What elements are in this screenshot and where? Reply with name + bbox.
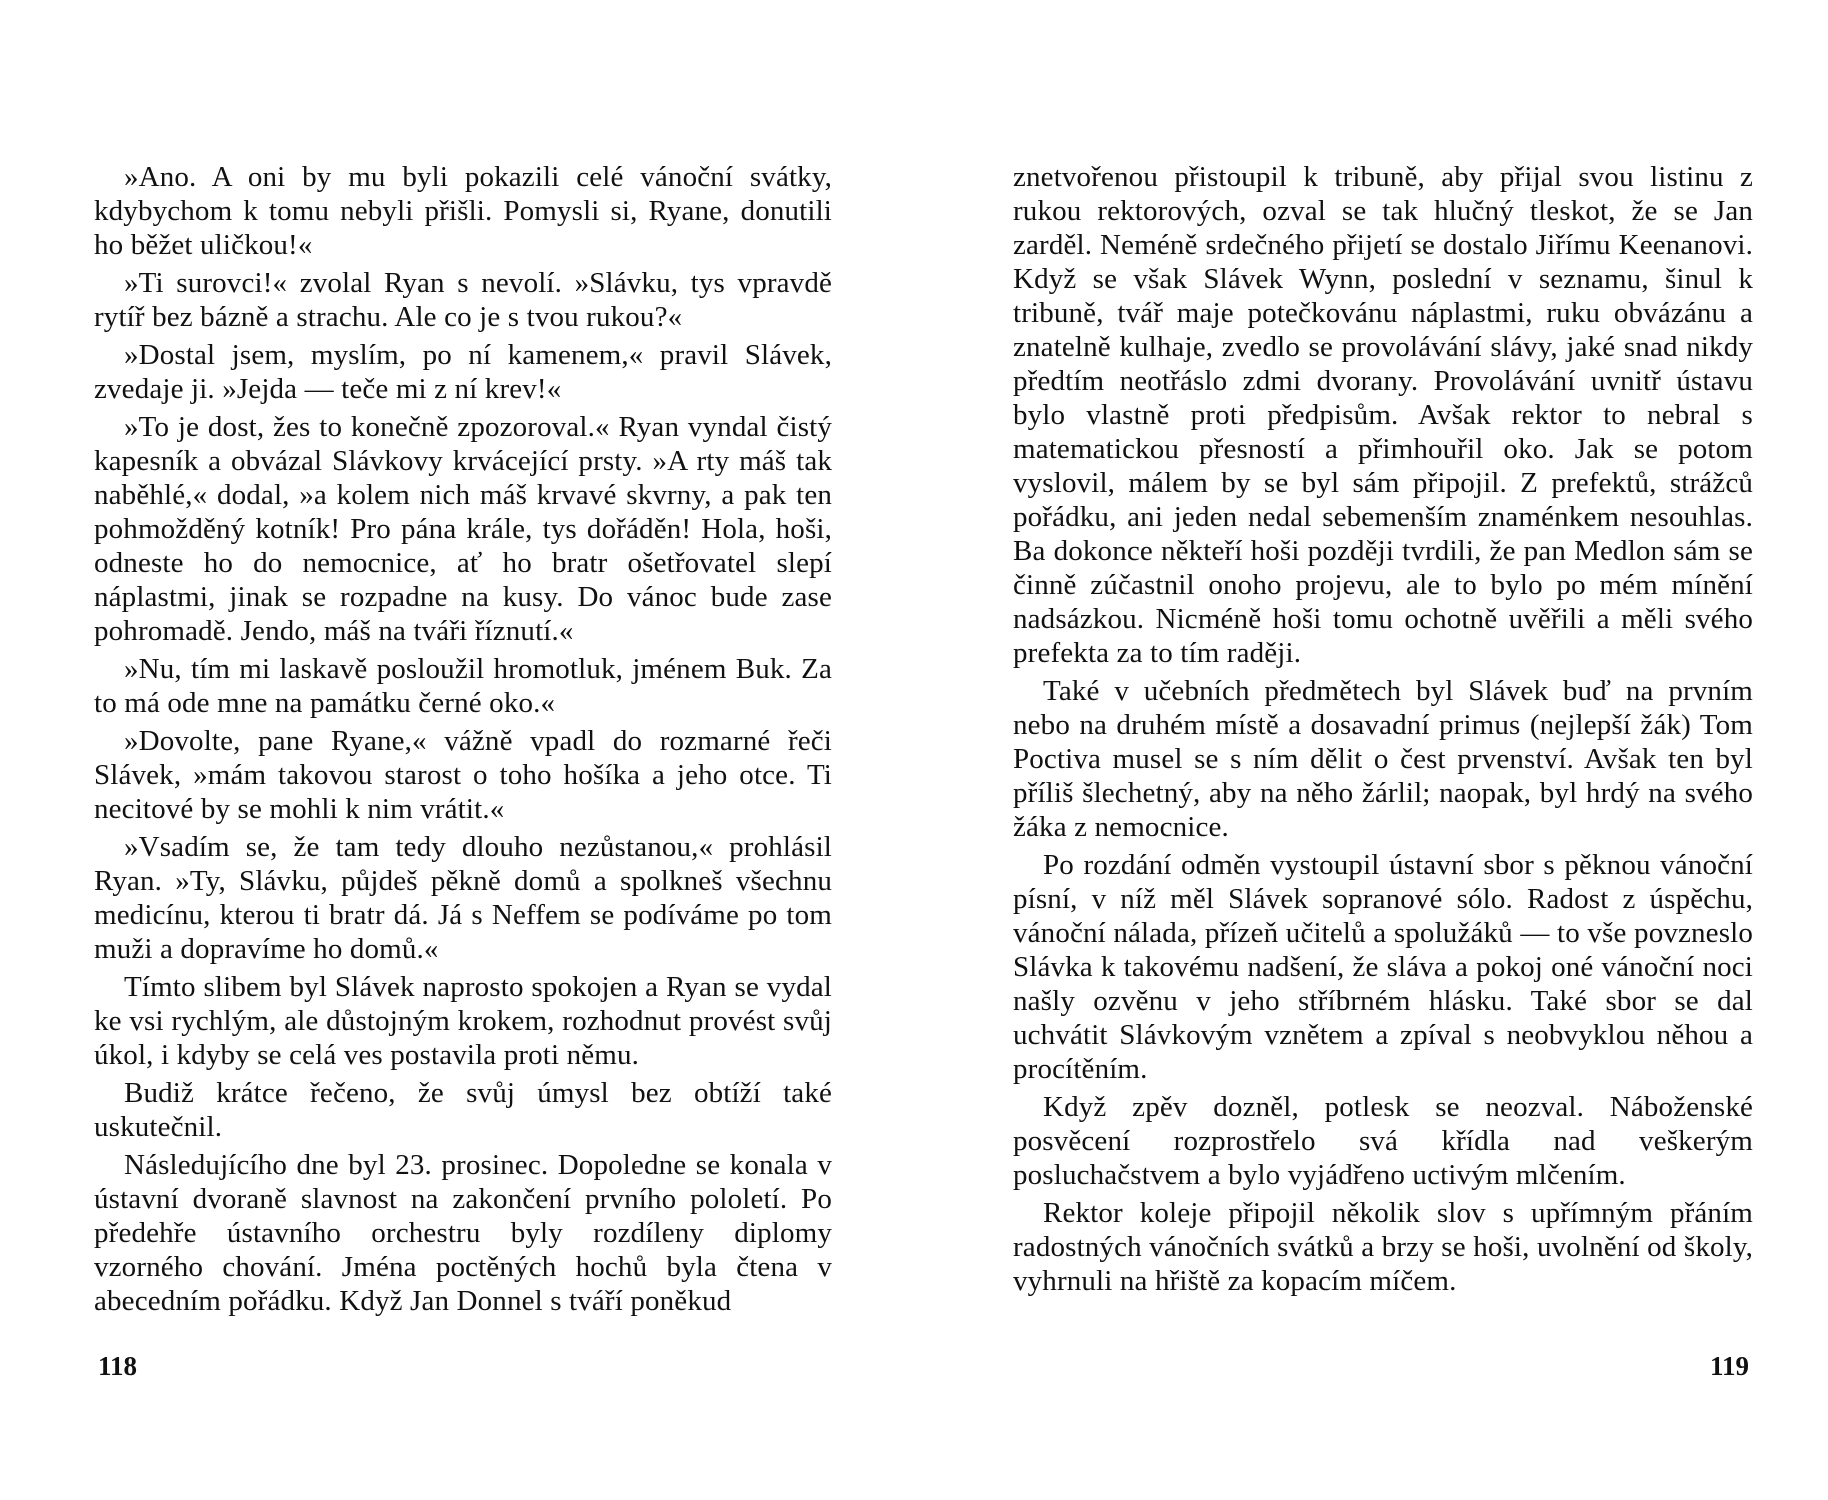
paragraph: Tímto slibem byl Slávek naprosto spokojen a Ryan se vydal ke vsi rychlým, ale důstojným krokem, rozhodnut provést svůj úkol, i kdyby se celá ves postavila proti němu. [94,971,832,1071]
left-page [94,160,832,1322]
paragraph: Když zpěv dozněl, potlesk se neozval. Náboženské posvěcení rozprostřelo svá křídla nad veškerým posluchačstvem a bylo vyjádřeno uctivým mlčením. [1013,1091,1753,1191]
paragraph: znetvořenou přistoupil k tribuně, aby přijal svou listinu z rukou rektorových, ozval se tak hlučný tleskot, že se Jan zarděl. Neméně srdečného přijetí se dostalo Jiřímu Keenanovi. Když se však Slávek Wynn, poslední v seznamu, šinul k tribuně, tvář maje potečkovánu náplastmi, ruku obvázánu a znatelně kulhaje, zvedlo se provolávání slávy, jaké snad nikdy předtím neotřáslo zdmi dvorany. Provolávání uvnitř ústavu bylo vlastně proti předpisům. Avšak rektor to nebral s matematickou přesností a přimhouřil oko. Jak se potom vyslovil, málem by se byl sám připojil. Z prefektů, strážců pořádku, ani jeden nedal sebemenším znaménkem nesouhlas. Ba dokonce někteří hoši později tvrdili, že pan Medlon sám se činně zúčastnil onoho projevu, ale to bylo po mém mínění nadsázkou. Nicméně hoši tomu ochotně uvěřili a měli svého prefekta za to tím raději. [1013,161,1753,669]
paragraph: »Dostal jsem, myslím, po ní kamenem,« pravil Slávek, zvedaje ji. »Jejda — teče mi z ní krev!« [94,339,832,405]
page-number-left: 118 [98,1351,138,1381]
paragraph: »Vsadím se, že tam tedy dlouho nezůstanou,« prohlásil Ryan. »Ty, Slávku, půjdeš pěkně domů a spolkneš všechnu medicínu, kterou ti bratr dá. Já s Neffem se podíváme po tom muži a dopravíme ho domů.« [94,831,832,965]
right-page [1013,160,1753,1302]
paragraph: »Ano. A oni by mu byli pokazili celé vánoční svátky, kdybychom k tomu nebyli přišli. Pomysli si, Ryane, donutili ho běžet uličkou!« [94,161,832,261]
paragraph: »To je dost, žes to konečně zpozoroval.« Ryan vyndal čistý kapesník a obvázal Slávkovy krvácející prsty. »A rty máš tak naběhlé,« dodal, »a kolem nich máš krvavé skvrny, a pak ten pohmožděný kotník! Pro pána krále, tys dořáděn! Hola, hoši, odneste ho do nemocnice, ať ho bratr ošetřovatel slepí náplastmi, jinak se rozpadne na kusy. Do vánoc bude zase pohromadě. Jendo, máš na tváři říznutí.« [94,411,832,647]
paragraph: Následujícího dne byl 23. prosinec. Dopoledne se konala v ústavní dvoraně slavnost na zakončení prvního pololetí. Po předehře ústavního orchestru byly rozdíleny diplomy vzorného chování. Jména poctěných hochů byla čtena v abecedním pořádku. Když Jan Donnel s tváří poněkud [94,1149,832,1317]
paragraph: Rektor koleje připojil několik slov s upřímným přáním radostných vánočních svátků a brzy se hoši, uvolnění od školy, vyhrnuli na hřiště za kopacím míčem. [1013,1197,1753,1297]
paragraph: »Dovolte, pane Ryane,« vážně vpadl do rozmarné řeči Slávek, »mám takovou starost o toho hošíka a jeho otce. Ti necitové by se mohli k nim vrátit.« [94,725,832,825]
paragraph: Také v učebních předmětech byl Slávek buď na prvním nebo na druhém místě a dosavadní primus (nejlepší žák) Tom Poctiva musel se s ním dělit o čest prvenství. Avšak ten byl příliš šlechetný, aby na něho žárlil; naopak, byl hrdý na svého žáka z nemocnice. [1013,675,1753,843]
paragraph: Po rozdání odměn vystoupil ústavní sbor s pěknou vánoční písní, v níž měl Slávek sopranové sólo. Radost z úspěchu, vánoční nálada, přízeň učitelů a spolužáků — to vše povzneslo Slávka k takovému nadšení, že sláva a pokoj oné vánoční noci našly ozvěnu v jeho stříbrném hlásku. Také sbor se dal uchvátit Slávkovým vznětem a zpíval s neobvyklou něhou a procítěním. [1013,849,1753,1085]
page-number-right: 119 [1710,1351,1750,1381]
paragraph: Budiž krátce řečeno, že svůj úmysl bez obtíží také uskutečnil. [94,1077,832,1143]
paragraph: »Nu, tím mi laskavě posloužil hromotluk, jménem Buk. Za to má ode mne na památku černé oko.« [94,653,832,719]
paragraph: »Ti surovci!« zvolal Ryan s nevolí. »Slávku, tys vpravdě rytíř bez bázně a strachu. Ale co je s tvou rukou?« [94,267,832,333]
